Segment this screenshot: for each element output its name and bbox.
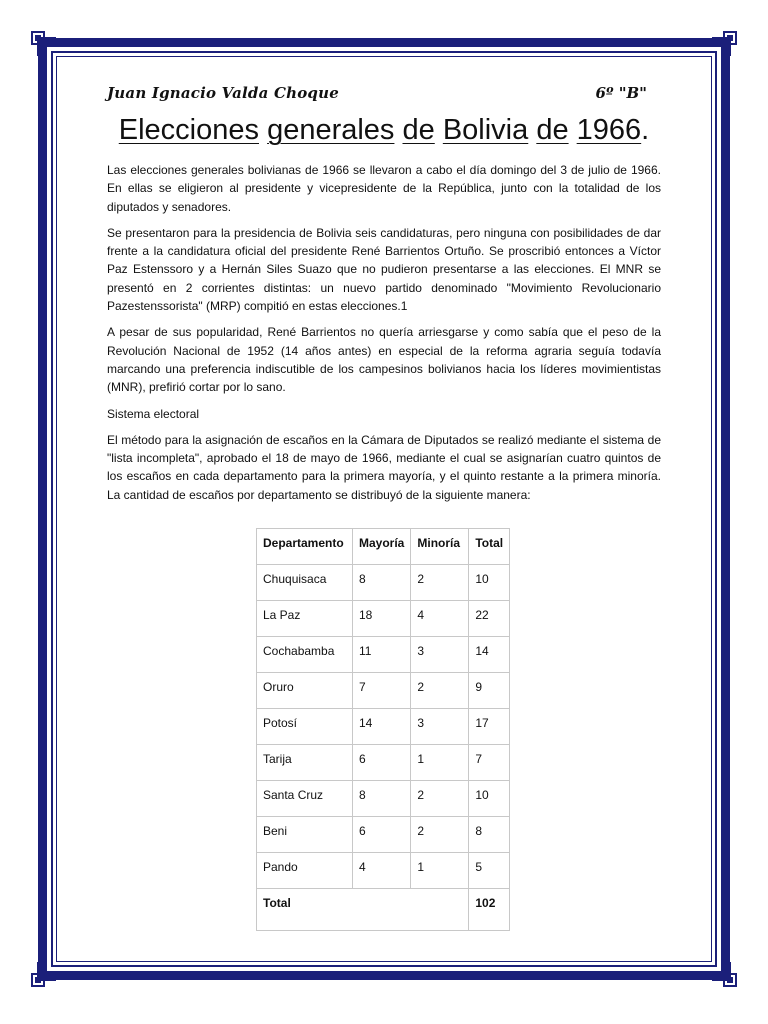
- document-title: [92, 110, 676, 150]
- cell-minoria: 3: [411, 709, 469, 745]
- cell-departamento: Santa Cruz: [257, 781, 353, 817]
- cell-minoria: 4: [411, 601, 469, 637]
- cell-minoria: 2: [411, 817, 469, 853]
- cell-mayoria: 8: [353, 781, 411, 817]
- author-name: Juan Ignacio Valda Choque: [107, 84, 339, 102]
- title-word: de: [402, 114, 435, 146]
- column-header-departamento: Departamento: [257, 529, 353, 565]
- cell-total: 8: [469, 817, 510, 853]
- seats-table: [256, 528, 510, 931]
- cell-mayoria: 6: [353, 745, 411, 781]
- corner-ornament-top-left: [30, 30, 60, 60]
- cell-total: 7: [469, 745, 510, 781]
- grade-label: 6º "B": [595, 84, 647, 102]
- cell-mayoria: 7: [353, 673, 411, 709]
- table-row: [257, 673, 510, 709]
- title-word: de: [536, 114, 569, 146]
- document-body: [107, 161, 661, 504]
- cell-minoria: 2: [411, 781, 469, 817]
- column-header-minoria: Minoría: [411, 529, 469, 565]
- title-word: Elecciones: [118, 114, 259, 146]
- table-row: [257, 709, 510, 745]
- cell-mayoria: 4: [353, 853, 411, 889]
- column-header-total: Total: [469, 529, 510, 565]
- paragraph-intro: Las elecciones generales bolivianas de 1966 se llevaron a cabo el día domingo del 3 de julio de 1966. En ellas se eligieron al presidente y vicepresidente de la República, junto con la totalidad de los diputados y senadores.: [107, 163, 661, 214]
- document-header: [107, 84, 647, 106]
- cell-departamento: La Paz: [257, 601, 353, 637]
- cell-total: 22: [469, 601, 510, 637]
- table-row: [257, 817, 510, 853]
- cell-mayoria: 18: [353, 601, 411, 637]
- cell-departamento: Pando: [257, 853, 353, 889]
- cell-total: 14: [469, 637, 510, 673]
- cell-total: 17: [469, 709, 510, 745]
- cell-total: 10: [469, 781, 510, 817]
- cell-minoria: 2: [411, 565, 469, 601]
- cell-departamento: Oruro: [257, 673, 353, 709]
- cell-mayoria: 14: [353, 709, 411, 745]
- corner-ornament-bottom-right: [708, 958, 738, 988]
- cell-departamento: Tarija: [257, 745, 353, 781]
- title-word: Bolivia: [442, 114, 529, 146]
- cell-departamento: Cochabamba: [257, 637, 353, 673]
- cell-minoria: 1: [411, 745, 469, 781]
- cell-departamento: Beni: [257, 817, 353, 853]
- table-header-row: [257, 529, 510, 565]
- table-row: [257, 853, 510, 889]
- corner-ornament-top-right: [708, 30, 738, 60]
- table-row: [257, 565, 510, 601]
- column-header-mayoria: Mayoría: [353, 529, 411, 565]
- cell-mayoria: 8: [353, 565, 411, 601]
- cell-minoria: 1: [411, 853, 469, 889]
- cell-minoria: 2: [411, 673, 469, 709]
- table-row: [257, 745, 510, 781]
- cell-total: 10: [469, 565, 510, 601]
- table-row: [257, 637, 510, 673]
- title-period: .: [641, 114, 650, 146]
- total-value-cell: 102: [469, 889, 510, 931]
- paragraph-electoral-system: El método para la asignación de escaños en la Cámara de Diputados se realizó mediante el sistema de "lista incompleta", aprobado el 18 de mayo de 1966, mediante el cual se asignarían cuatro quintos de los escaños en cada departamento para la primera mayoría, y el quinto restante a la primera minoría. La cantidad de escaños por departamento se distribuyó de la siguiente manera:: [107, 432, 661, 502]
- paragraph-candidates: Se presentaron para la presidencia de Bolivia seis candidaturas, pero ninguna con posibilidades de dar frente a la candidatura oficial del presidente René Barrientos Ortuño. Se proscribió entonces a Víctor Paz Estenssoro y a Hernán Siles Suazo que no pudieron presentarse a las elecciones. El MNR se presentó en 2 corrientes distintas: un nuevo partido denominado "Movimiento Revolucionario Pazestenssorista" (MRP) compitió en estas elecciones.1: [107, 225, 661, 314]
- cell-total: 9: [469, 673, 510, 709]
- cell-total: 5: [469, 853, 510, 889]
- total-label-cell: Total: [257, 889, 469, 931]
- table-row: [257, 781, 510, 817]
- title-word: generales: [267, 114, 395, 146]
- table-row: [257, 601, 510, 637]
- cell-mayoria: 6: [353, 817, 411, 853]
- corner-ornament-bottom-left: [30, 958, 60, 988]
- cell-minoria: 3: [411, 637, 469, 673]
- paragraph-barrientos: A pesar de sus popularidad, René Barrientos no quería arriesgarse y como sabía que el peso de la Revolución Nacional de 1952 (14 años antes) en especial de la reforma agraria seguía todavía marcando una preferencia indiscutible de los campesinos bolivianos hacia los líderes movimientistas (MNR), prefirió cortar por lo sano.: [107, 325, 661, 395]
- cell-mayoria: 11: [353, 637, 411, 673]
- title-word: 1966: [576, 114, 642, 146]
- cell-departamento: Chuquisaca: [257, 565, 353, 601]
- cell-departamento: Potosí: [257, 709, 353, 745]
- section-subheading: Sistema electoral: [107, 406, 200, 421]
- table-total-row: [257, 889, 510, 931]
